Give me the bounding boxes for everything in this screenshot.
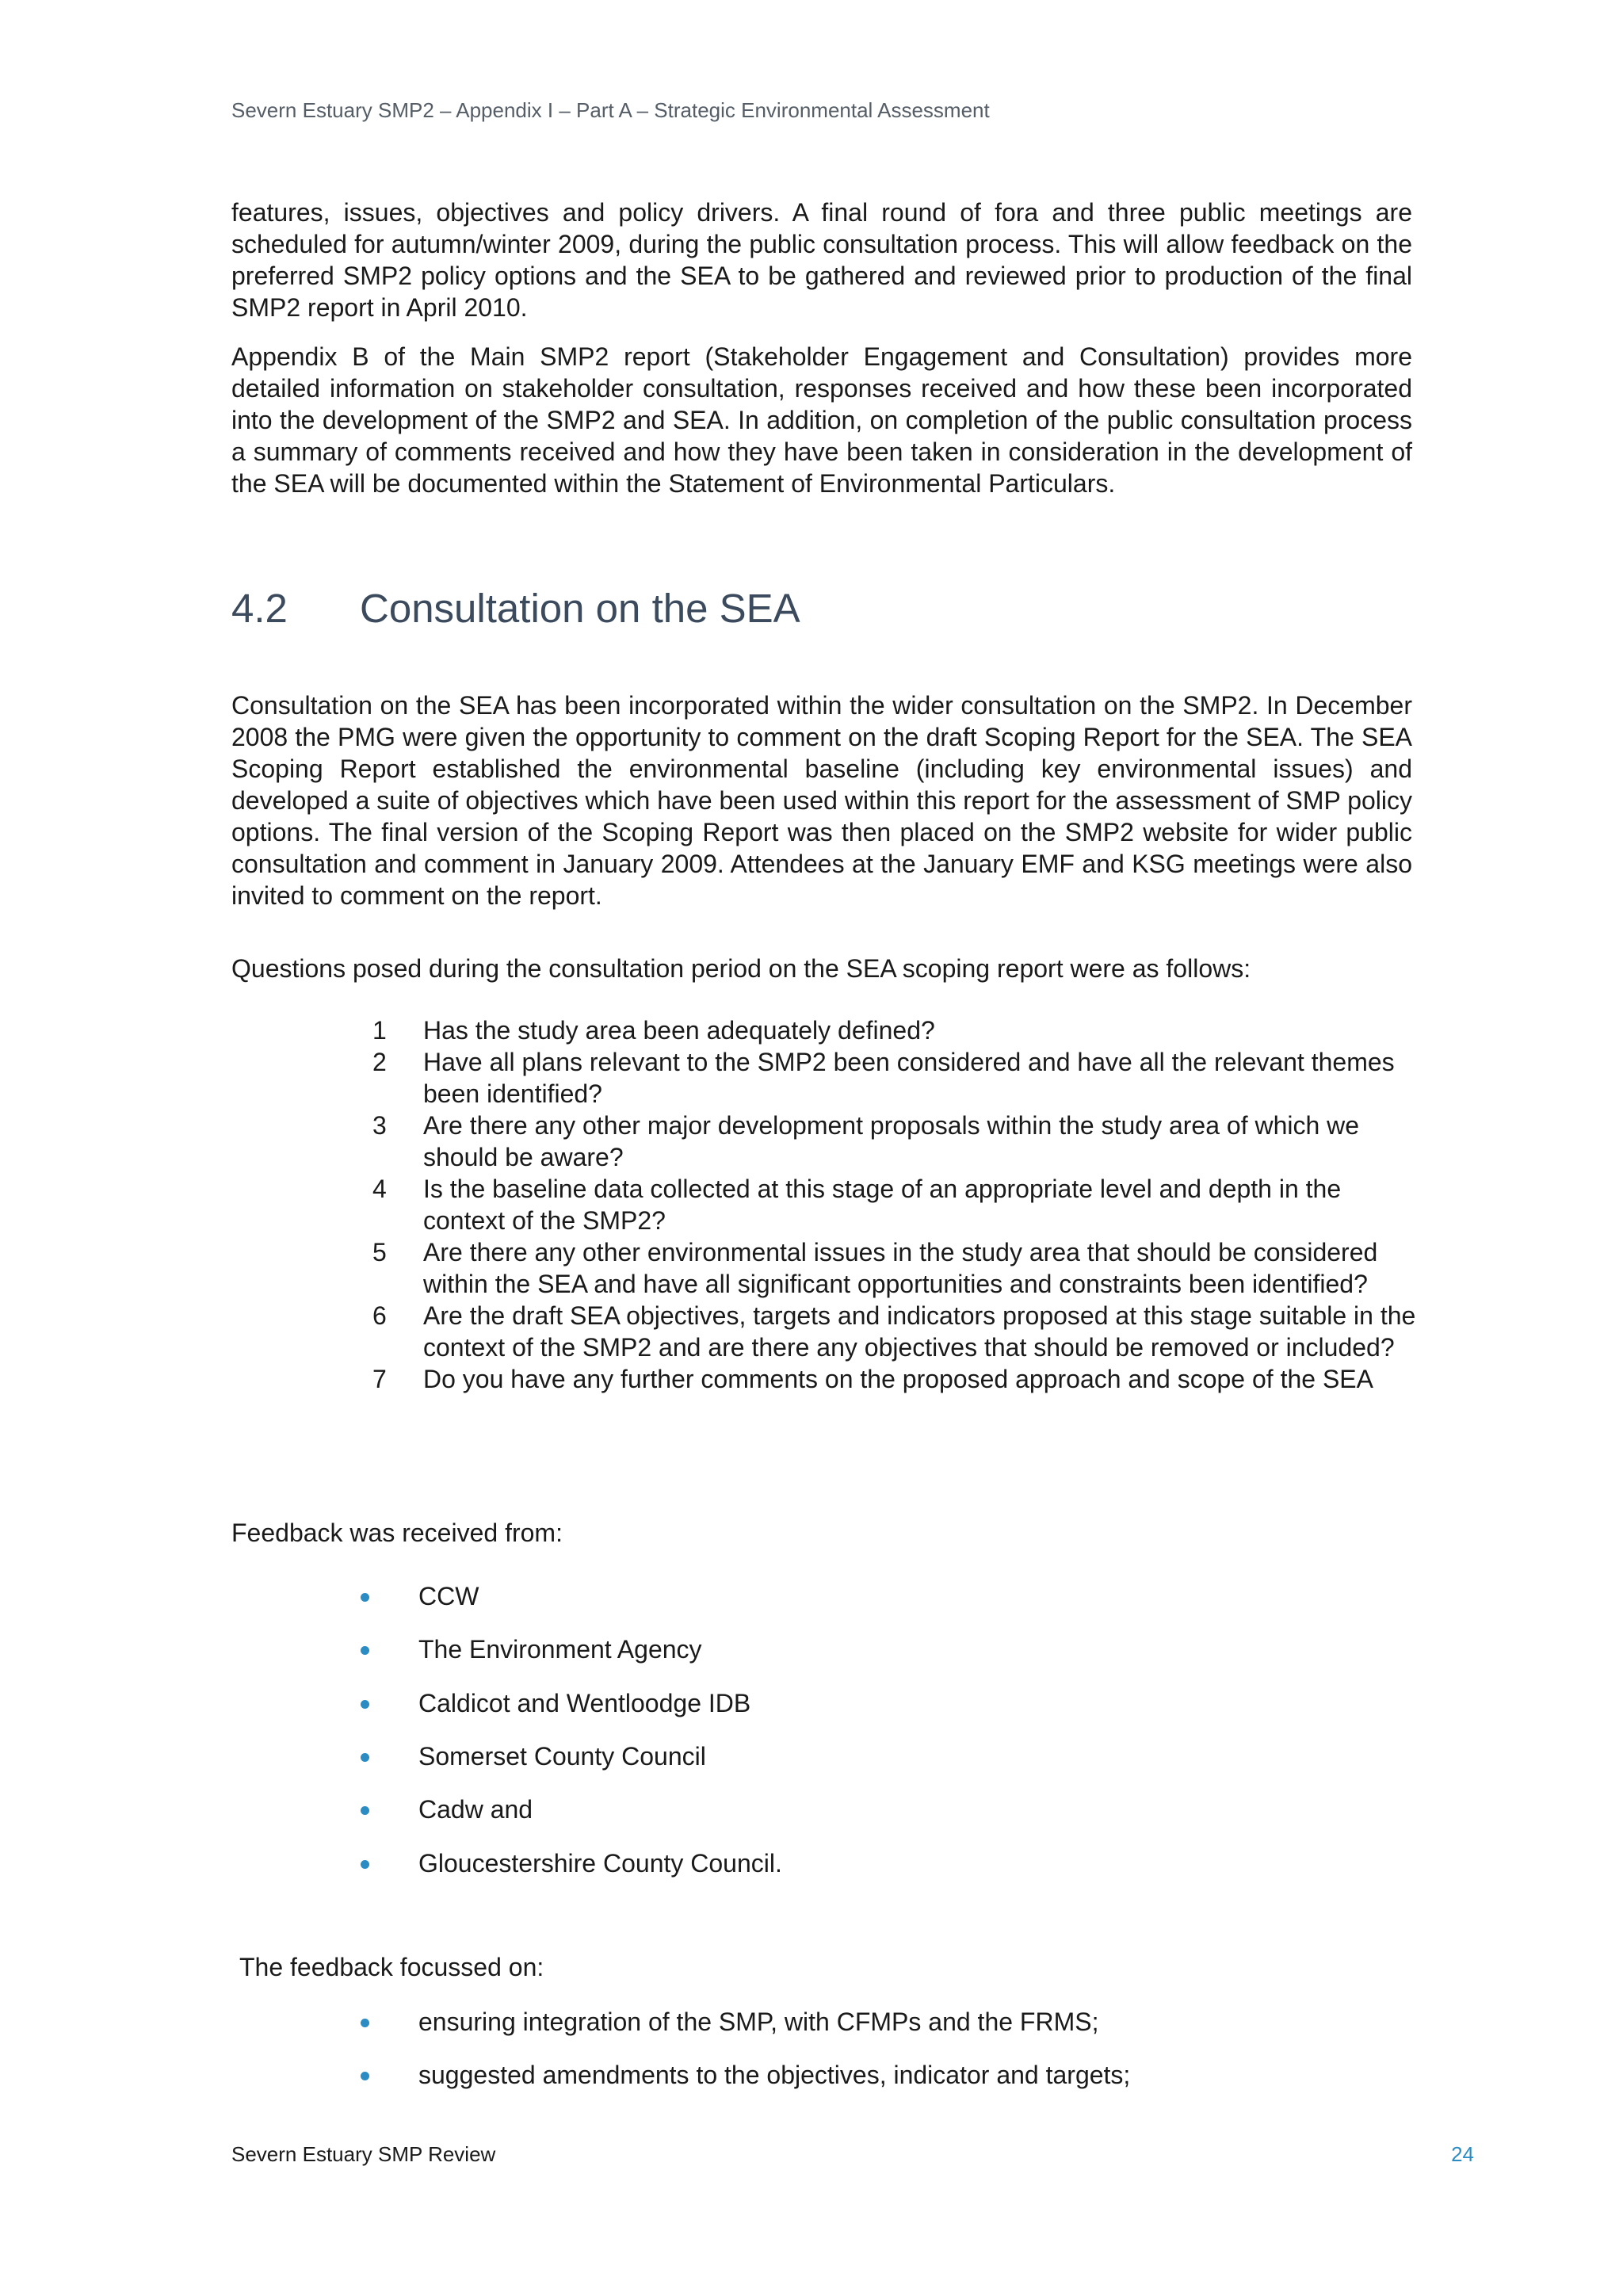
feedback-source: Somerset County Council: [418, 1742, 706, 1771]
question-item: [372, 1300, 1419, 1363]
list-item: [418, 1849, 782, 1878]
question-text: Are there any other environmental issues in the study area that should be considered within the SEA and have all significant opportunities and constraints been identified?: [423, 1238, 1378, 1298]
question-item: [372, 1014, 1419, 1046]
bullet-icon: [361, 1860, 369, 1869]
questions-list: [372, 1014, 1419, 1395]
feedback-source: Gloucestershire County Council.: [418, 1849, 782, 1878]
list-item: [418, 2061, 1130, 2090]
question-text: Do you have any further comments on the proposed approach and scope of the SEA: [423, 1365, 1373, 1393]
list-item: [418, 1582, 479, 1611]
question-text: Have all plans relevant to the SMP2 been considered and have all the relevant themes been identified?: [423, 1048, 1395, 1108]
question-number: 6: [372, 1301, 387, 1330]
focus-intro: The feedback focussed on:: [239, 1953, 544, 1981]
question-number: 5: [372, 1238, 387, 1266]
feedback-intro-block: [231, 1517, 1412, 1549]
question-text: Are the draft SEA objectives, targets and indicators proposed at this stage suitable in the context of the SMP2 and are there any objectives that should be removed or included?: [423, 1301, 1416, 1362]
footer-title: Severn Estuary SMP Review: [231, 2142, 496, 2166]
question-item: [372, 1363, 1419, 1395]
question-number: 4: [372, 1175, 387, 1203]
focus-item: suggested amendments to the objectives, indicator and targets;: [418, 2061, 1131, 2089]
section-title: Consultation on the SEA: [360, 586, 800, 631]
question-text: Are there any other major development proposals within the study area of which we should be aware?: [423, 1111, 1360, 1171]
running-header: Severn Estuary SMP2 – Appendix I – Part A – Strategic Environmental Assessment: [231, 98, 990, 122]
question-item: [372, 1110, 1419, 1173]
appendix-b-paragraph: Appendix B of the Main SMP2 report (Stakeholder Engagement and Consultation) provides more detailed information on stakeholder consultation, responses received and how these been incorporated into the development of the SMP2 and SEA. In addition, on completion of the public consultation process a summary of comments received and how they have been taken in consideration in the development of the SEA will be documented within the Statement of Environmental Particulars.: [231, 342, 1412, 498]
bullet-icon: [361, 2019, 369, 2027]
list-item: [418, 1742, 706, 1771]
bullet-icon: [361, 2072, 369, 2080]
question-number: 2: [372, 1048, 387, 1076]
intro-block: [231, 197, 1412, 499]
focus-item: ensuring integration of the SMP, with CFMPs and the FRMS;: [418, 2008, 1099, 2036]
feedback-source: CCW: [418, 1582, 479, 1610]
question-item: [372, 1173, 1419, 1236]
focus-intro-block: [239, 1951, 1420, 1983]
page-number: 24: [1451, 2142, 1474, 2166]
question-number: 7: [372, 1365, 387, 1393]
feedback-source: Caldicot and Wentloodge IDB: [418, 1689, 751, 1717]
section-heading: [231, 585, 800, 632]
feedback-source: The Environment Agency: [418, 1635, 702, 1664]
list-item: [418, 1689, 750, 1718]
list-item: [418, 1795, 533, 1824]
question-text: Has the study area been adequately defined?: [423, 1016, 935, 1045]
question-number: 1: [372, 1016, 387, 1045]
consultation-paragraph: Consultation on the SEA has been incorporated within the wider consultation on the SMP2. In December 2008 the PMG were given the opportunity to comment on the draft Scoping Report for the SEA. The SEA Scoping Report established the environmental baseline (including key environmental issues) and developed a suite of objectives which have been used within this report for the assessment of SMP policy options. The final version of the Scoping Report was then placed on the SMP2 website for wider public consultation and comment in January 2009. Attendees at the January EMF and KSG meetings were also invited to comment on the report.: [231, 691, 1413, 910]
consultation-block: [231, 690, 1412, 911]
bullet-icon: [361, 1646, 369, 1655]
bullet-icon: [361, 1753, 369, 1762]
section-number: 4.2: [231, 586, 288, 631]
feedback-source: Cadw and: [418, 1795, 533, 1824]
question-item: [372, 1236, 1419, 1300]
question-number: 3: [372, 1111, 387, 1140]
bullet-icon: [361, 1593, 369, 1602]
bullet-icon: [361, 1700, 369, 1709]
list-item: [418, 2008, 1098, 2037]
question-item: [372, 1046, 1419, 1110]
questions-intro-block: [231, 953, 1412, 984]
question-text: Is the baseline data collected at this stage of an appropriate level and depth in the context of the SMP2?: [423, 1175, 1342, 1235]
bullet-icon: [361, 1806, 369, 1815]
questions-intro: Questions posed during the consultation period on the SEA scoping report were as follows:: [231, 954, 1251, 983]
list-item: [418, 1635, 702, 1664]
feedback-intro: Feedback was received from:: [231, 1519, 563, 1547]
intro-paragraph: features, issues, objectives and policy drivers. A final round of fora and three public meetings are scheduled for autumn/winter 2009, during the public consultation process. This will allow feedback on the preferred SMP2 policy options and the SEA to be gathered and reviewed prior to production of the final SMP2 report in April 2010.: [231, 198, 1412, 322]
